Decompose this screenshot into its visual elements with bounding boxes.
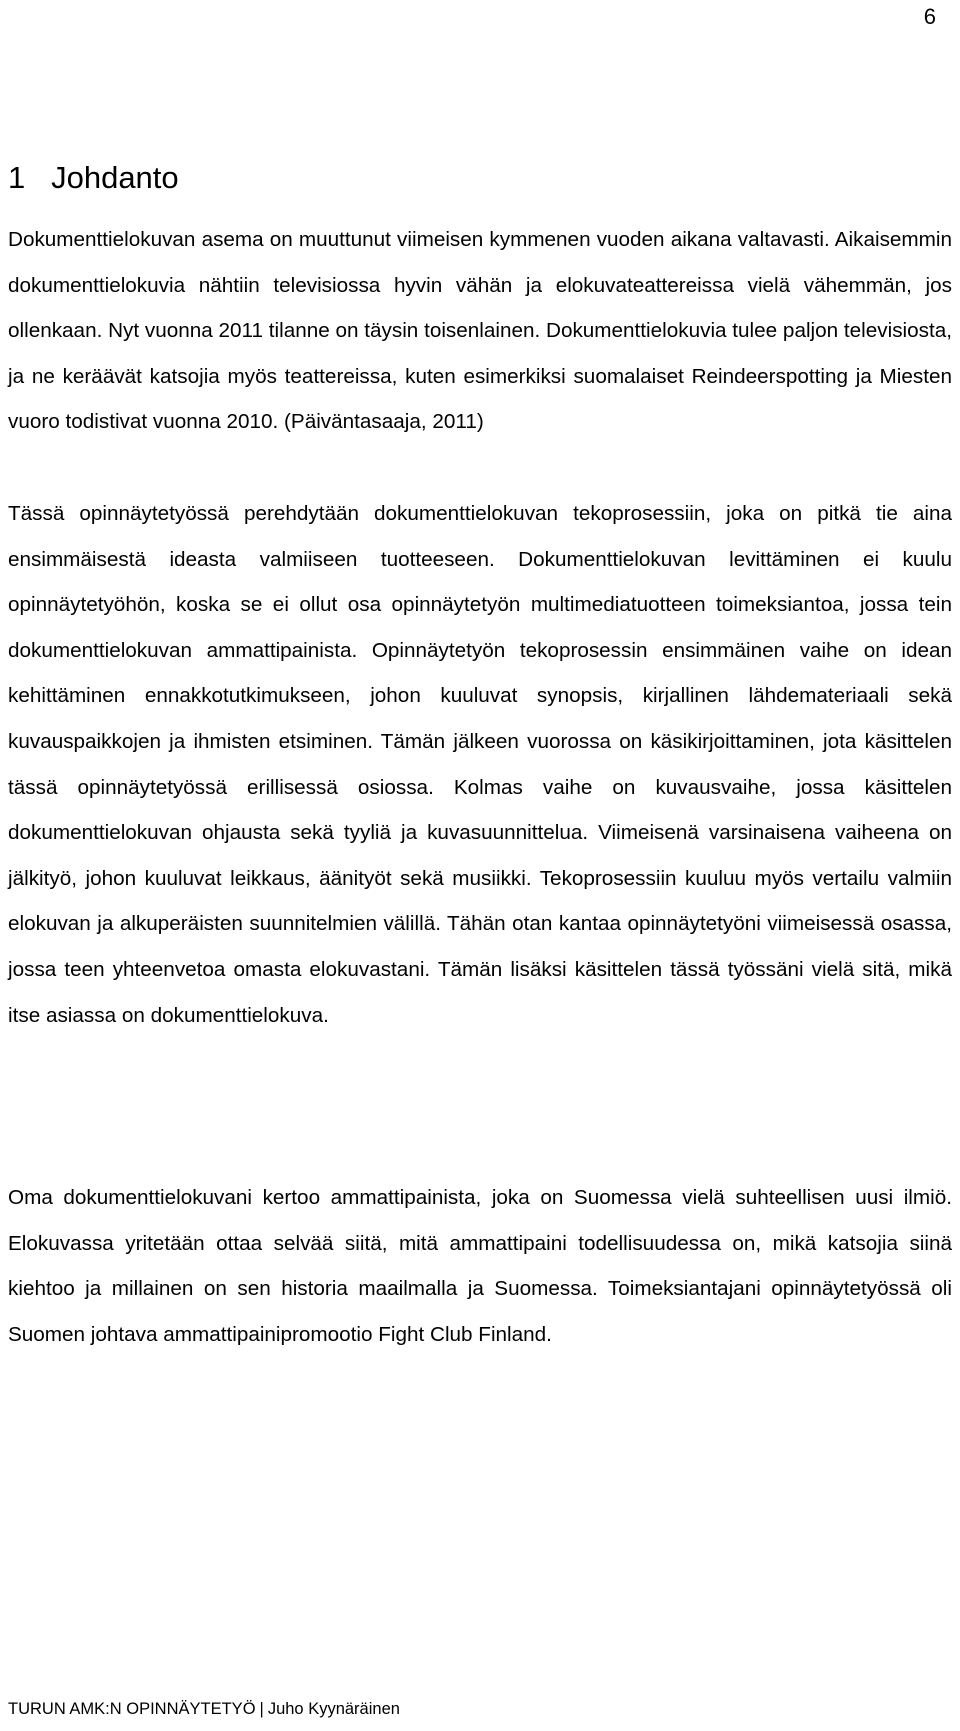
paragraph-intro: [8, 217, 952, 445]
chapter-number: 1: [8, 160, 26, 195]
chapter-title: Johdanto: [51, 160, 179, 195]
paragraph-own-film: [8, 1175, 952, 1357]
footer-separator: |: [259, 1700, 264, 1718]
paragraph-text: Dokumenttielokuvan asema on muuttunut viimeisen kymmenen vuoden aikana valtavasti. Aikaisemmin dokumenttielokuvia nähtiin televisiossa hyvin vähän ja elokuvateattereissa vielä vähemmän, jos ollenkaan. Nyt vuonna 2011 tilanne on täysin toisenlainen. Dokumenttielokuvia tulee paljon televisiosta, ja ne keräävät katsojia myös teattereissa, kuten esimerkiksi suomalaiset Reindeerspotting ja Miesten vuoro todistivat vuonna 2010. (Päiväntasaaja, 2011): [8, 228, 952, 434]
footer-institution: TURUN AMK:N OPINNÄYTETYÖ: [8, 1700, 256, 1718]
paragraph-text: Oma dokumenttielokuvani kertoo ammattipainista, joka on Suomessa vielä suhteellisen uusi ilmiö. Elokuvassa yritetään ottaa selvää siitä, mitä ammattipaini todellisuudessa on, mikä katsojia siinä kiehtoo ja millainen on sen historia maailmalla ja Suomessa. Toimeksiantajani opinnäytetyössä oli Suomen johtava ammattipainipromootio Fight Club Finland.: [8, 1186, 952, 1346]
chapter-heading: [8, 158, 179, 198]
paragraph-text: Tässä opinnäytetyössä perehdytään dokumenttielokuvan tekoprosessiin, joka on pitkä tie aina ensimmäisestä ideasta valmiiseen tuotteeseen. Dokumenttielokuvan levittäminen ei kuulu opinnäytetyöhön, koska se ei ollut osa opinnäytetyön multimediatuotteen toimeksiantoa, jossa tein dokumenttielokuvan ammattipainista. Opinnäytetyön tekoprosessin ensimmäinen vaihe on idean kehittäminen ennakkotutkimukseen, johon kuuluvat synopsis, kirjallinen lähdemateriaali sekä kuvauspaikkojen ja ihmisten etsiminen. Tämän jälkeen vuorossa on käsikirjoittaminen, jota käsittelen tässä opinnäytetyössä erillisessä osiossa. Kolmas vaihe on kuvausvaihe, jossa käsittelen dokumenttielokuvan ohjausta sekä tyyliä ja kuvasuunnittelua. Viimeisenä varsinaisena vaiheena on jälkityö, johon kuuluvat leikkaus, äänityöt sekä musiikki. Tekoprosessiin kuuluu myös vertailu valmiin elokuvan ja alkuperäisten suunnitelmien välillä. Tähän otan kantaa opinnäytetyöni viimeisessä osassa, jossa teen yhteenvetoa omasta elokuvastani. Tämän lisäksi käsittelen tässä työssäni vielä sitä, mikä itse asiassa on dokumenttielokuva.: [8, 502, 952, 1027]
page-footer: [8, 1698, 400, 1720]
page-number: 6: [923, 4, 936, 29]
footer-author: Juho Kyynäräinen: [267, 1700, 400, 1718]
paragraph-scope: [8, 491, 952, 1038]
